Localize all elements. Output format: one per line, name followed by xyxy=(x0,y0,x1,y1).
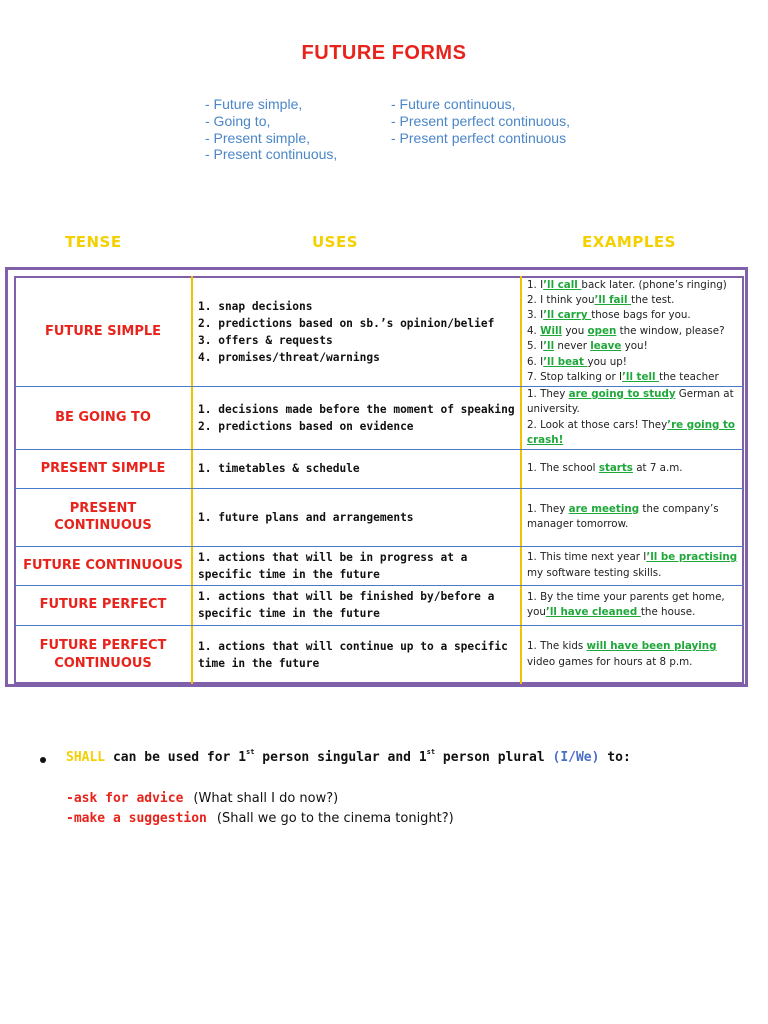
tense-label: FUTURE PERFECT xyxy=(39,597,167,613)
example-sentence xyxy=(527,355,745,370)
use-item: 2. predictions based on sb.’s opinion/belief xyxy=(198,316,495,330)
shall-text: person plural xyxy=(435,750,553,765)
example-sentence xyxy=(527,418,745,449)
example-text: 5. I xyxy=(527,340,544,353)
form-item: - Future continuous, xyxy=(391,96,516,112)
example-text: 6. I xyxy=(527,355,544,368)
form-item: - Present simple, xyxy=(205,129,311,146)
example-text: those bags for you. xyxy=(591,309,691,322)
highlighted-verb: ’ll xyxy=(543,340,555,353)
shall-text: can be used for 1 xyxy=(105,750,247,765)
example-sentence xyxy=(527,278,745,293)
highlighted-verb: will have been playing xyxy=(586,640,717,653)
uses-cell xyxy=(198,546,520,585)
header-tense: TENSE xyxy=(65,233,122,251)
form-item: - Present perfect continuous, xyxy=(391,112,570,129)
tense-label: PRESENT xyxy=(69,500,137,516)
tense-cell xyxy=(14,277,192,386)
use-item: 1. snap decisions xyxy=(198,299,313,313)
highlighted-verb: open xyxy=(587,324,617,337)
uses-cell xyxy=(198,277,520,386)
examples-cell xyxy=(527,625,745,684)
shall-keyword: SHALL xyxy=(66,750,106,765)
example-text: 1. This time next year I xyxy=(527,551,647,564)
page-title: FUTURE FORMS xyxy=(301,42,467,64)
example-text: my software testing skills. xyxy=(527,566,662,579)
example-sentence xyxy=(527,370,745,385)
form-item: - Present continuous, xyxy=(205,146,338,163)
example-sentence xyxy=(527,339,745,354)
example-text: 1. I xyxy=(527,278,544,291)
use-item: 3. offers & requests xyxy=(198,333,333,347)
tense-cell xyxy=(14,386,192,449)
examples-cell xyxy=(527,449,745,488)
tense-label: FUTURE CONTINUOUS xyxy=(23,557,183,573)
example-text: 1. The school xyxy=(527,461,599,474)
example-text: 1. The kids xyxy=(527,640,587,653)
example-text: at 7 a.m. xyxy=(632,461,683,474)
uses-cell xyxy=(198,488,520,546)
example-text: 3. I xyxy=(527,309,544,322)
tense-cell xyxy=(14,449,192,488)
example-sentence xyxy=(527,550,745,581)
example-text: you! xyxy=(621,340,648,353)
highlighted-verb: ’ll carry xyxy=(543,309,592,322)
use-item: 2. predictions based on evidence xyxy=(198,419,414,433)
example-text: 4. xyxy=(527,324,541,337)
examples-cell xyxy=(527,546,745,585)
future-forms-list-left xyxy=(205,96,337,163)
highlighted-verb: ’ll tell xyxy=(622,371,660,384)
highlighted-verb: ’ll beat xyxy=(543,355,588,368)
shall-text: person singular and 1 xyxy=(254,750,427,765)
tense-label: CONTINUOUS xyxy=(54,518,152,533)
form-item: - Present perfect continuous xyxy=(391,129,567,146)
tense-cell xyxy=(14,488,192,546)
example-sentence xyxy=(527,293,745,308)
form-item: - Going to, xyxy=(205,112,271,129)
form-item: - Future simple, xyxy=(205,96,303,112)
highlighted-verb: ’ll be practising xyxy=(646,551,738,564)
header-examples: EXAMPLES xyxy=(582,233,676,251)
highlighted-verb: ’re going to crash! xyxy=(527,418,735,446)
column-divider xyxy=(520,276,522,684)
highlighted-verb: leave xyxy=(590,340,622,353)
example-sentence xyxy=(527,590,745,621)
example-text: German at university. xyxy=(527,387,734,416)
use-item: 4. promises/threat/warnings xyxy=(198,350,380,364)
shall-text: to: xyxy=(599,750,631,765)
use-item: 1. actions that will continue up to a specific time in the future xyxy=(198,639,508,670)
tense-cell xyxy=(14,585,192,625)
example-text: 2. Look at those cars! They xyxy=(527,418,668,431)
shall-rule xyxy=(66,750,631,765)
example-text: 7. Stop talking or I xyxy=(527,371,622,384)
example-text: the window, please? xyxy=(616,324,725,337)
use-label: ask for advice xyxy=(73,791,184,806)
example-text: the teacher xyxy=(659,371,719,384)
example-text: 2. I think you xyxy=(527,293,595,306)
ordinal-suffix: st xyxy=(426,748,436,756)
example-text: 1. They xyxy=(527,387,569,400)
example-text: the company’s manager tomorrow. xyxy=(527,502,719,530)
highlighted-verb: starts xyxy=(598,461,633,474)
tense-cell xyxy=(14,625,192,684)
example-text: the test. xyxy=(631,293,675,306)
shall-use-advice xyxy=(66,791,338,806)
ordinal-suffix: st xyxy=(246,748,255,756)
uses-cell xyxy=(198,585,520,625)
examples-cell xyxy=(527,277,745,386)
example-sentence xyxy=(527,639,745,670)
dash: - xyxy=(66,811,74,826)
example-sentence xyxy=(527,324,745,339)
highlighted-verb: ’ll fail xyxy=(594,293,632,306)
example-text: video games for hours at 8 p.m. xyxy=(527,655,693,668)
tense-cell xyxy=(14,546,192,585)
use-item: 1. actions that will be in progress at a specific time in the future xyxy=(198,550,468,581)
example-text: you xyxy=(562,324,588,337)
tense-label: FUTURE PERFECT xyxy=(39,638,167,653)
tense-label: FUTURE SIMPLE xyxy=(44,323,162,339)
example-text: the house. xyxy=(640,606,696,618)
highlighted-verb: ’ll have cleaned xyxy=(545,606,641,618)
example-text: back later. (phone’s ringing) xyxy=(581,278,727,291)
example-sentence xyxy=(527,308,745,323)
example-sentence xyxy=(527,387,745,418)
bullet-icon xyxy=(40,757,46,763)
shall-use-suggestion xyxy=(66,811,454,826)
use-item: 1. future plans and arrangements xyxy=(198,510,414,524)
dash: - xyxy=(66,791,74,806)
example-sentence xyxy=(527,461,745,476)
i-we-keyword: (I/We) xyxy=(552,750,600,765)
highlighted-verb: Will xyxy=(540,324,563,337)
example-text: never xyxy=(554,340,591,353)
examples-cell xyxy=(527,585,745,625)
use-item: 1. actions that will be finished by/before a specific time in the future xyxy=(198,590,495,620)
examples-cell xyxy=(527,386,745,449)
tense-label: PRESENT SIMPLE xyxy=(40,460,166,476)
use-example: (Shall we go to the cinema tonight?) xyxy=(216,811,454,826)
examples-cell xyxy=(527,488,745,546)
use-item: 1. decisions made before the moment of speaking xyxy=(198,402,515,416)
example-text: 1. They xyxy=(527,502,569,515)
use-example: (What shall I do now?) xyxy=(193,791,339,806)
header-uses: USES xyxy=(312,233,359,251)
tense-label: BE GOING TO xyxy=(55,409,151,425)
highlighted-verb: are meeting xyxy=(568,502,640,515)
highlighted-verb: ’ll call xyxy=(543,278,582,291)
highlighted-verb: are going to study xyxy=(568,387,676,400)
use-label: make a suggestion xyxy=(73,811,207,826)
example-text: you up! xyxy=(587,355,627,368)
example-text: 1. By the time your parents get home, you xyxy=(527,590,725,618)
uses-cell xyxy=(198,625,520,684)
uses-cell xyxy=(198,449,520,488)
future-forms-list-right xyxy=(391,96,570,146)
tense-label: CONTINUOUS xyxy=(54,655,152,671)
uses-cell xyxy=(198,386,520,449)
example-sentence xyxy=(527,502,745,533)
use-item: 1. timetables & schedule xyxy=(198,462,360,475)
